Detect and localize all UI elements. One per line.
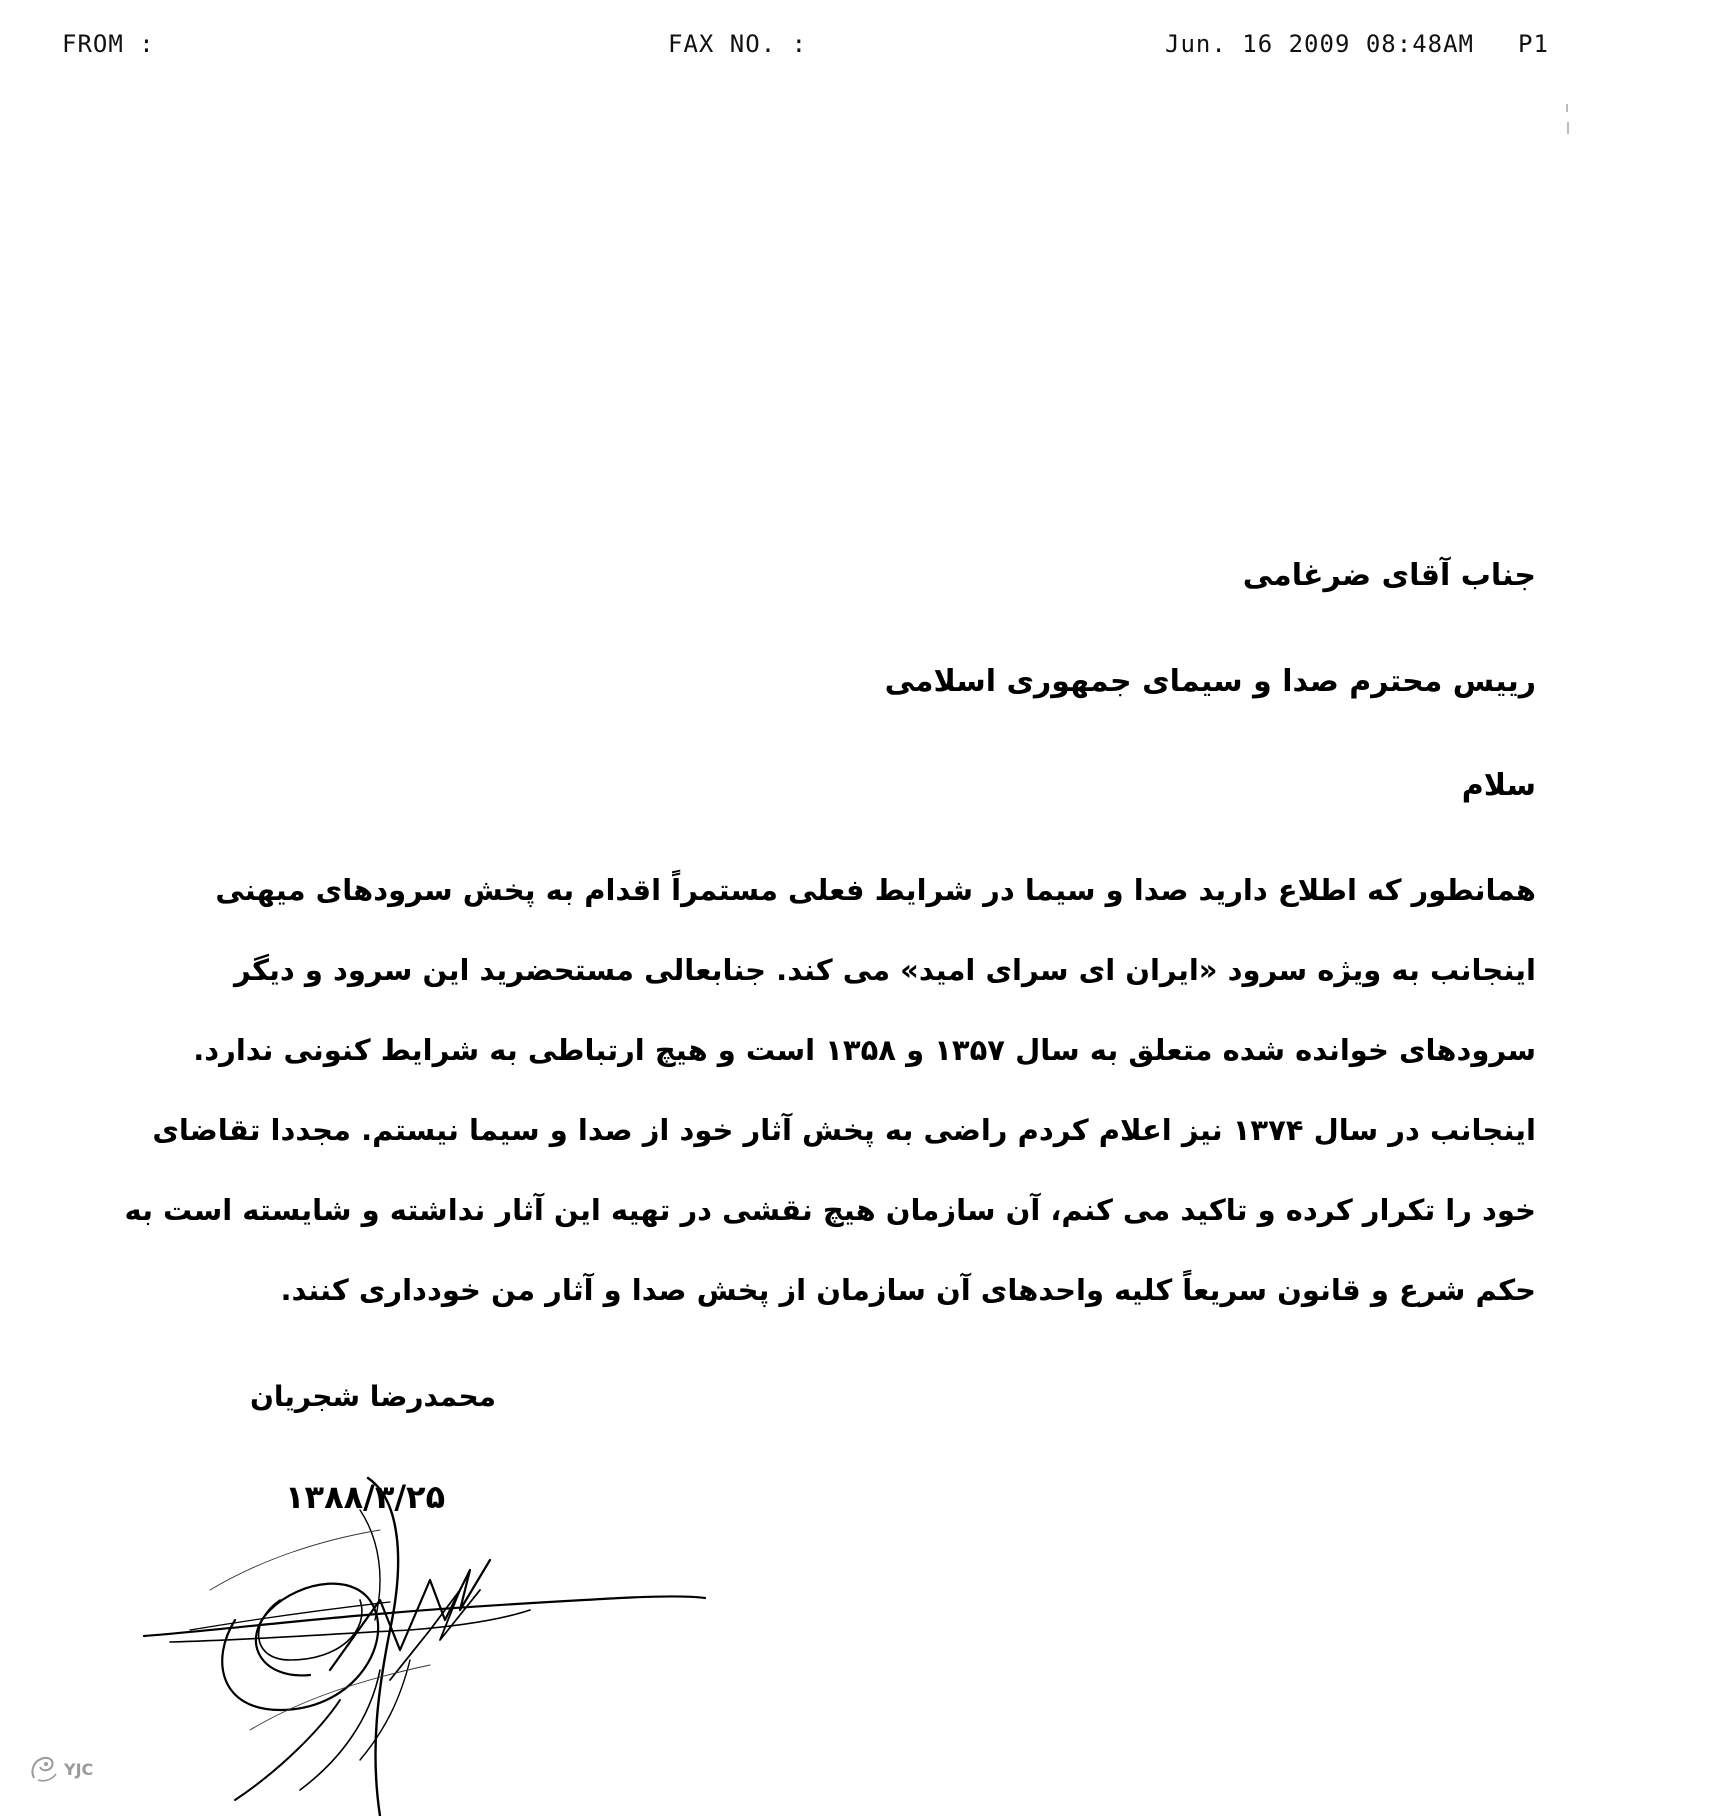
body-line: خود را تکرار کرده و تاکید می کنم، آن سازمان هیچ نقشی در تهیه این آثار نداشته و شایسته است به <box>124 1193 1536 1227</box>
scan-speck <box>1566 104 1569 134</box>
watermark-text: YJC <box>64 1760 94 1779</box>
fax-number-label: FAX NO. : <box>668 30 808 58</box>
fax-from-label: FROM : <box>62 30 155 58</box>
addressee-name: جناب آقای ضرغامی <box>1242 558 1536 593</box>
fax-date-time: Jun. 16 2009 08:48AM <box>1165 30 1474 58</box>
fax-header <box>0 30 1728 70</box>
body-line: اینجانب به ویژه سرود «ایران ای سرای امید» می کند. جنابعالی مستحضرید این سرود و دیگر <box>234 953 1536 987</box>
fax-page-number: P1 <box>1518 30 1549 58</box>
body-line: همانطور که اطلاع دارید صدا و سیما در شرایط فعلی مستمراً اقدام به پخش سرودهای میهنی <box>215 873 1536 907</box>
signature-date: ۱۳۸۸/۳/۲۵ <box>285 1478 446 1516</box>
body-line: حکم شرع و قانون سریعاً کلیه واحدهای آن سازمان از پخش صدا و آثار من خودداری کنند. <box>280 1273 1536 1307</box>
addressee-title: رییس محترم صدا و سیمای جمهوری اسلامی <box>884 664 1536 699</box>
body-line: اینجانب در سال ۱۳۷۴ نیز اعلام کردم راضی به پخش آثار خود از صدا و سیما نیستم. مجددا تقاضای <box>152 1113 1536 1147</box>
handwritten-signature <box>130 1470 710 1816</box>
signer-name: محمدرضا شجریان <box>250 1380 496 1413</box>
greeting: سلام <box>1461 768 1536 803</box>
yjc-logo-icon <box>26 1748 116 1788</box>
body-line: سرودهای خوانده شده متعلق به سال ۱۳۵۷ و ۱۳۵۸ است و هیچ ارتباطی به شرایط کنونی ندارد. <box>193 1033 1536 1067</box>
